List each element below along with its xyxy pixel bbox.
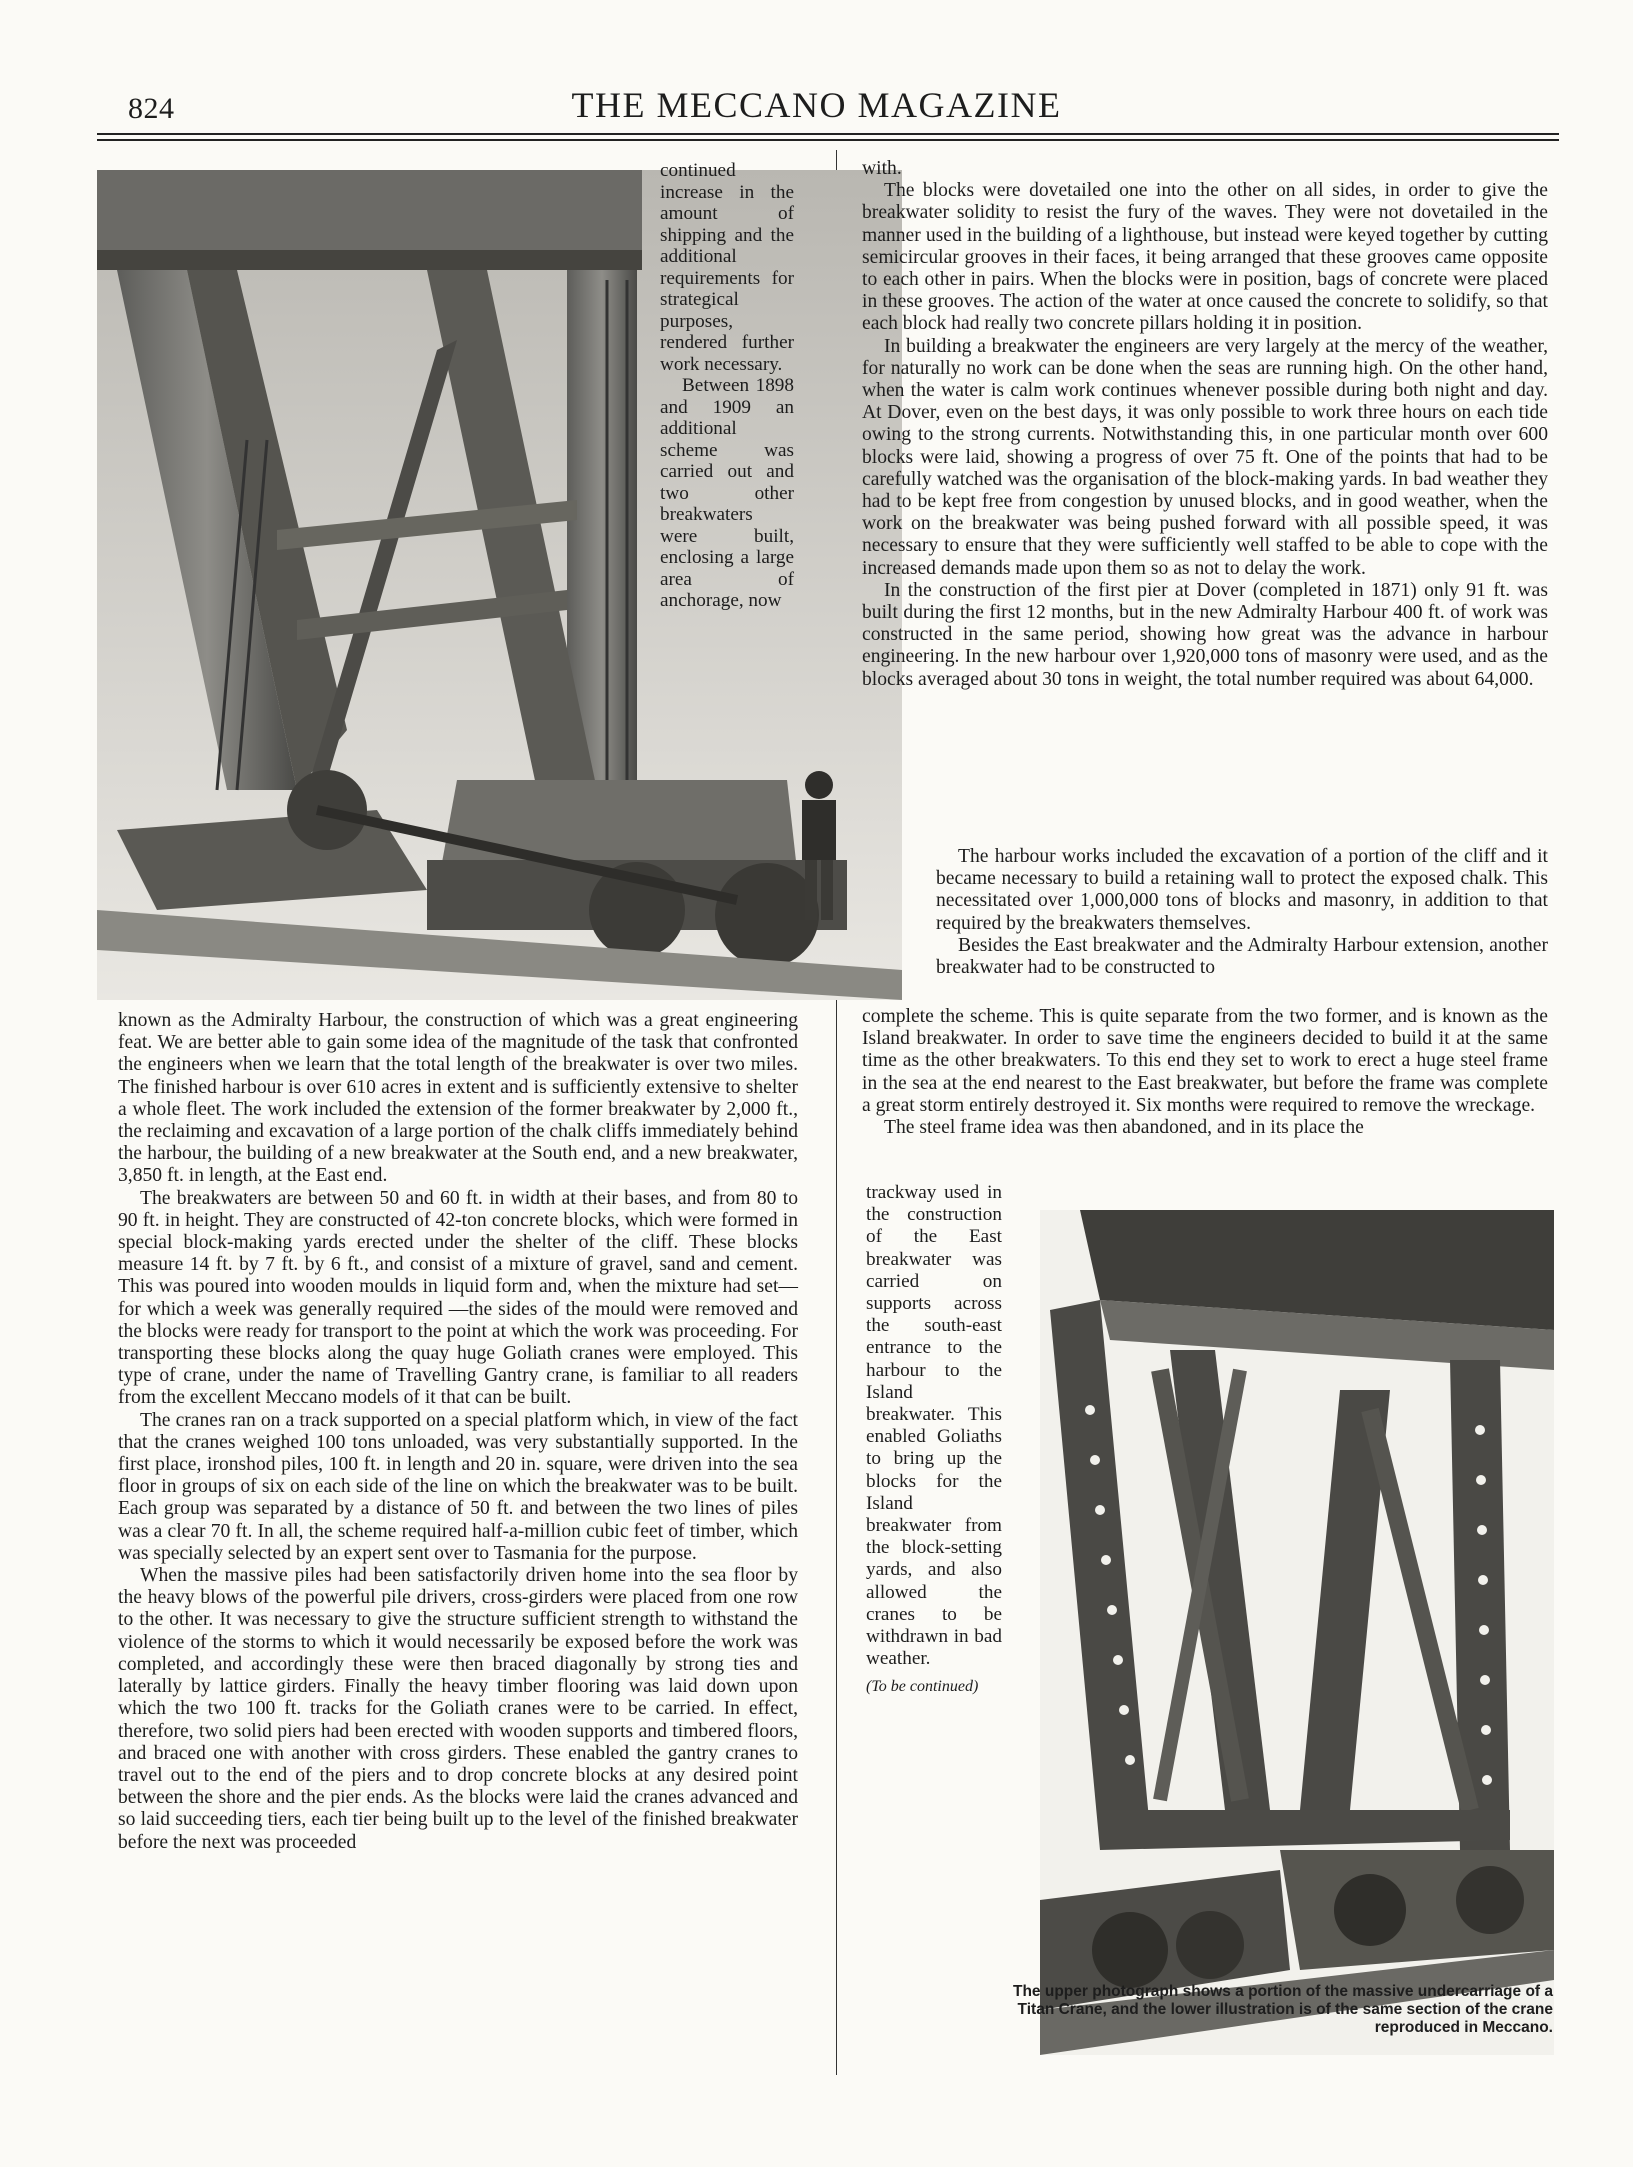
right-column xyxy=(862,158,1548,691)
lower-narrow-column xyxy=(866,1182,1002,1699)
right-paragraph-1: with. xyxy=(862,158,902,179)
left-paragraph-1: known as the Admiralty Harbour, the construction of which was a great engineering feat. We are better able to gain some idea of the magnitude of the task that confronted the engineers when we learn that the total length of the breakwater is over two miles. The finished harbour is over 610 acres in extent and is sufficiently extensive to shelter a whole fleet. The work included the extension of the former breakwater by 2,000 ft., the reclaiming and excavation of a large portion of the chalk cliffs immediately behind the harbour, the building of a new breakwater at the South end, and a new breakwater, 3,850 ft. in length, at the East end. xyxy=(118,1010,798,1187)
lower-narrow-paragraph: trackway used in the construction of the East breakwater was carried on supports across the south-east entrance to the harbour to the Island breakwater. This enabled Goliaths to bring up the blocks for the Island breakwater from the block-setting yards, and also allowed the cranes to be withdrawn in bad weather. xyxy=(866,1182,1002,1670)
left-paragraph-4: When the massive piles had been satisfactorily driven home into the sea floor by the heavy blows of the powerful pile drivers, cross-girders were placed from one row to the other. It was necessary to give the structure sufficient strength to withstand the violence of the storms to which it would necessarily be exposed before the work was completed, and accordingly these were then braced diagonally by strong ties and laterally by lattice girders. Finally the heavy timber flooring was laid down upon which the two 100 ft. tracks for the Goliath cranes were to be carried. In effect, therefore, two solid piers had been erected with wooden supports and timbered floors, and braced one with another with cross girders. These enabled the gantry cranes to travel out to the end of the piers and to drop concrete blocks at any desired point between the shore and the pier ends. As the blocks were laid the cranes advanced and so laid succeeding tiers, each tier being built up to the level of the finished breakwater before the next was proceeded xyxy=(118,1565,798,1853)
upper-narrow-paragraph-1: continued increase in the amount of shipping and the additional requirements for strategical purposes, rendered further work necessary. xyxy=(660,160,794,375)
header-rule-top xyxy=(97,133,1559,135)
page-number: 824 xyxy=(128,92,175,125)
right-paragraph-4: In the construction of the first pier at Dover (completed in 1871) only 91 ft. was built during the first 12 months, but in the new Admiralty Harbour 400 ft. of work was constructed in the same period, showing how great was the advance in harbour engineering. In the new harbour over 1,920,000 tons of masonry were used, and as the blocks averaged about 30 tons in weight, the total number required was about 64,000. xyxy=(862,579,1548,690)
right-continuation-paragraph-1: complete the scheme. This is quite separate from the two former, and is known as the Island breakwater. In order to save time the engineers decided to build it at the same time as the other breakwaters. To this end they set to work to erect a huge steel frame in the sea at the end nearest to the East breakwater, but before the frame was complete a great storm entirely destroyed it. Six months were required to remove the wreckage. xyxy=(862,1006,1548,1116)
meccano-model-illustration xyxy=(1040,1210,1554,2055)
left-column xyxy=(118,1010,798,1854)
left-paragraph-3: The cranes ran on a track supported on a special platform which, in view of the fact that the cranes weighed 100 tons unloaded, was very substantially supported. In the first place, ironshod piles, 100 ft. in length and 20 in. square, were driven into the sea floor in groups of six on each side of the line on which the breakwater was to be built. Each group was separated by a distance of 50 ft. and between the two lines of piles was a clear 70 ft. In all, the scheme required half-a-million cubic feet of timber, which was specially selected by an expert sent over to Tasmania for the purpose. xyxy=(118,1409,798,1564)
upper-narrow-column xyxy=(660,160,794,612)
right-continuation-paragraph-2: The steel frame idea was then abandoned, and in its place the xyxy=(884,1117,1364,1139)
magazine-title: THE MECCANO MAGAZINE xyxy=(571,85,1062,125)
figure-caption: The upper photograph shows a portion of the massive undercarriage of a Titan Crane, and the lower illustration is of the same section of the crane reproduced in Meccano. xyxy=(1013,1983,1553,2036)
right-paragraph-3: In building a breakwater the engineers are very largely at the mercy of the weather, for naturally no work can be done when the seas are running high. On the other hand, when the water is calm work continues whenever possible during both night and day. At Dover, even on the best days, it was only possible to work three hours on each tide owing to the strong currents. Notwithstanding this, in one particular month over 600 blocks were laid, showing a progress of over 75 ft. One of the points that had to be carefully watched was the organisation of the block-making yards. In bad weather they had to be kept free from congestion by unused blocks, and in good weather, when the work on the breakwater was being pushed forward with all possible speed, it was necessary to ensure that they were sufficiently well staffed to be able to cope with the increased demands made upon them so as not to delay the work. xyxy=(862,335,1548,579)
header-rule-bottom xyxy=(97,139,1559,141)
right-continuation xyxy=(862,1006,1548,1139)
right-indented-paragraph-1: The harbour works included the excavation of a portion of the cliff and it became necessary to build a retaining wall to protect the exposed chalk. This necessitated over 1,000,000 tons of blocks and masonry, in addition to that required by the breakwaters themselves. xyxy=(936,846,1548,934)
right-paragraph-2: The blocks were dovetailed one into the other on all sides, in order to give the breakwater solidity to resist the fury of the waves. They were not dovetailed in the manner used in the building of a lighthouse, but instead were keyed together by cutting semicircular grooves in their faces, it being arranged that these grooves came opposite to each other in pairs. When the blocks were in position, bags of concrete were placed in these grooves. The action of the water at once caused the concrete to solidify, so that each block had really two concrete pillars holding it in position. xyxy=(862,180,1548,335)
right-indented-paragraph-2: Besides the East breakwater and the Admiralty Harbour extension, another breakwater had to be constructed to xyxy=(936,934,1548,979)
to-be-continued: (To be continued) xyxy=(866,1678,979,1696)
left-paragraph-2: The breakwaters are between 50 and 60 ft. in width at their bases, and from 80 to 90 ft. in height. They are constructed of 42-ton concrete blocks, which were formed in special block-making yards erected under the shelter of the cliff. These blocks measure 14 ft. by 7 ft. by 6 ft., and consist of a mixture of gravel, sand and cement. This was poured into wooden moulds in liquid form and, when the mixture had set—for which a week was generally required —the sides of the mould were removed and the blocks were ready for transport to the point at which the work was proceeding. For transporting these blocks along the quay huge Goliath cranes were employed. This type of crane, under the name of Travelling Gantry crane, is familiar to all readers from the excellent Meccano models of it that can be built. xyxy=(118,1187,798,1409)
upper-narrow-paragraph-2: Between 1898 and 1909 an additional scheme was carried out and two other breakwaters were built, enclosing a large area of anchorage, now xyxy=(660,375,794,611)
meccano-model-drawing xyxy=(1040,1210,1554,2055)
right-indented-block xyxy=(936,846,1548,979)
